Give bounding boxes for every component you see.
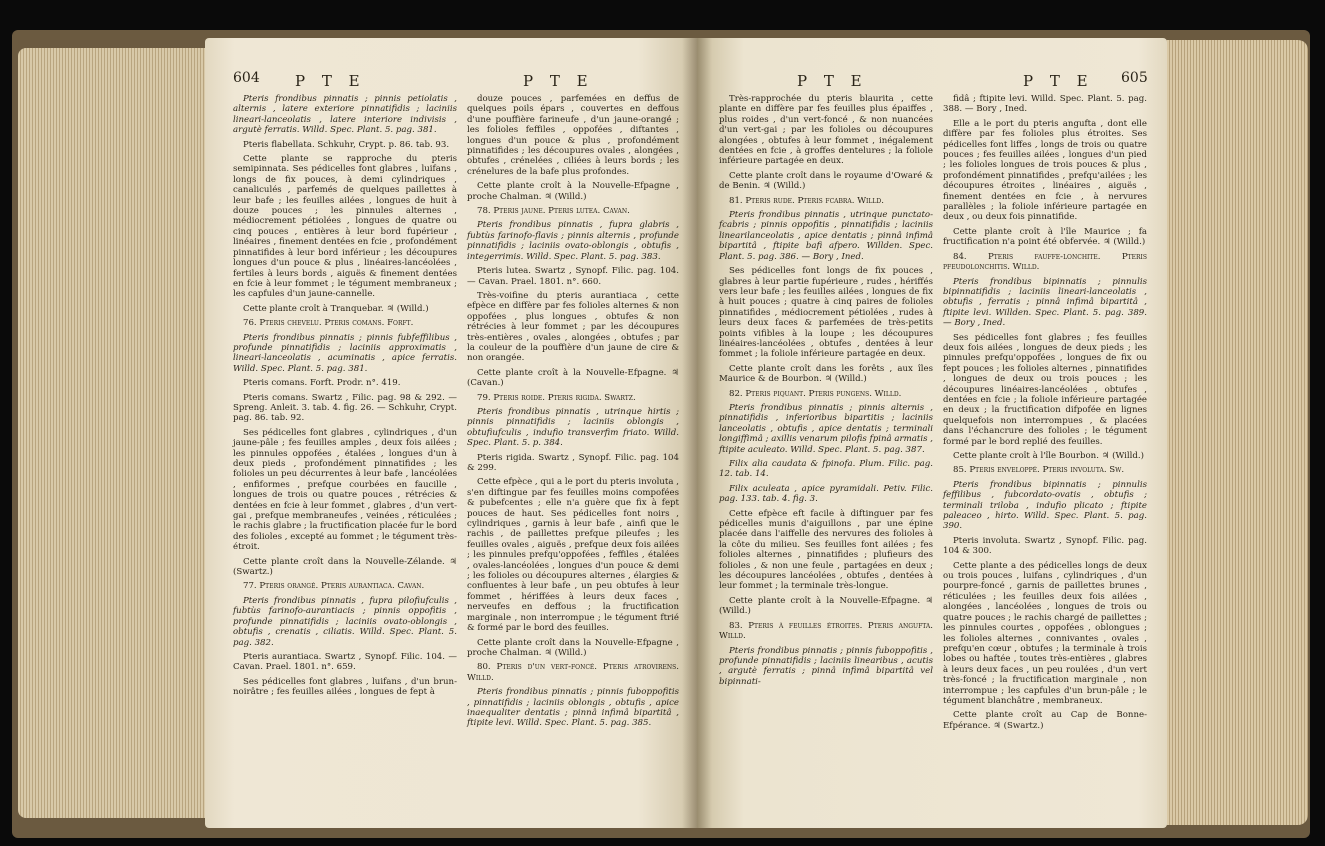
left-column-2 <box>467 94 679 733</box>
left-running-head-2: P T E <box>523 72 594 90</box>
paragraph: 84. Pteris fauffe-lonchite. Pteris pfeudolonchitis. Willd. <box>943 251 1147 273</box>
paragraph: Pteris aurantiaca. Swartz , Synopf. Filic. 104. — Cavan. Prael. 1801. n°. 659. <box>233 651 457 673</box>
paragraph: Pteris frondibus pinnatis , utrinque punctato-fcabris ; pinnis oppofitis , pinnatifidis ; laciniis linearilanceolatis , apice dentatis ; pinnâ infimâ bipartitâ , ftipite bafi afpero. Willden. Spec. Plant. 5. pag. 386. — Bory , Ined. <box>719 210 933 262</box>
paragraph: 82. Pteris piquant. Pteris pungens. Willd. <box>729 388 902 399</box>
paragraph: 83. Pteris à feuilles étroites. Pteris angufta. Willd. <box>719 620 933 642</box>
right-running-head-1: P T E <box>797 72 868 90</box>
paragraph: Pteris frondibus pinnatis ; pinnis petiolatis , alternis , latere exteriore pinnatifidis ; laciniis lineari-lanceolatis , latere interiore indivisis , argutè ferratis. Willd. Spec. Plant. 5. pag. 381. <box>233 94 457 136</box>
paragraph: Pteris comans. Forft. Prodr. n°. 419. <box>243 378 401 389</box>
paragraph: Pteris frondibus pinnatis , utrinque hirtis ; pinnis pinnatifidis ; laciniis oblongis , obtufiufculis , indufio transverfim friato. Willd. Spec. Plant. 5. p. 384. <box>467 406 679 449</box>
paragraph: Cette plante a des pédicelles longs de deux ou trois pouces , luifans , cylindriques , d'un pourpre-foncé , garnis de paillettes brunes , réticulées ; les feuilles deux fois ailées , alongées , lancéolées , longues de trois ou quatre pouces ; le rachis chargé de paillettes ; les pinnules courtes , oppofées , oblongues ; les folioles alternes , connivantes , ovales , prefqu'en cœur , obtufes ; la terminale à trois lobes ou haftée , toutes très-entières , glabres à leurs deux faces , un peu roulées , d'un vert très-foncé ; la fructification marginale , non interrompue ; les capfules d'un brun-pâle ; le tégument blanchâtre , membraneux. <box>943 560 1147 706</box>
paragraph: Cette plante croît à Tranquebar. ♃ (Willd.) <box>243 303 429 314</box>
right-column-1 <box>719 94 933 691</box>
paragraph: Filix alia caudata & fpinofa. Plum. Filic. pag. 12. tab. 14. <box>719 459 933 480</box>
left-page <box>205 38 697 828</box>
paragraph: Cette plante croît au Cap de Bonne-Efpérance. ♃ (Swartz.) <box>943 710 1147 731</box>
paragraph: douze pouces , parfemées en deffus de quelques poils épars , couvertes en deffous d'une pouffière farineufe , d'un jaune-orangé ; les folioles feffiles , oppofées , diftantes , longues d'un pouce & plus , profondément pinnatifides ; les découpures ovales , alongées , obtufes , crénelées , ciliées à leurs bords ; les crénelures de la bafe plus profondes. <box>467 94 679 177</box>
paragraph: Ses pédicelles font glabres , luifans , d'un brun-noirâtre ; fes feuilles ailées , longues de fept à <box>233 676 457 698</box>
paragraph: Ses pédicelles font longs de fix pouces , glabres à leur partie fupérieure , rudes , hériffés vers leur bafe ; les feuilles ailées , longues de fix à huit pouces ; quatre à cinq paires de folioles pinnatifides , médiocrement pétiolées , rudes à leurs deux faces & parfemées de très-petits points vifibles à la loupe ; les découpures linéaires-lancéolées , obtufes , dentées à leur fommet ; la foliole inférieure partagée en deux. <box>719 266 933 360</box>
paragraph: 78. Pteris jaune. Pteris lutea. Cavan. <box>477 206 630 217</box>
paragraph: Très-rapprochée du pteris blaurita , cette plante en diffère par fes feuilles plus épaiffes , plus roides , d'un vert-foncé , & non nuancées d'un vert-gai ; par les folioles ou découpures alongées , obtufes à leur fommet , inégalement dentées en fcie , à groffes dentelures ; la foliole inférieure partagée en deux. <box>719 94 933 167</box>
paragraph: Pteris involuta. Swartz , Synopf. Filic. pag. 104 & 300. <box>943 535 1147 557</box>
paragraph: 76. Pteris chevelu. Pteris comans. Forft. <box>243 318 414 329</box>
paragraph: Elle a le port du pteris angufta , dont elle diffère par fes folioles plus étroites. Ses pédicelles font liffes , longs de trois ou quatre pouces ; fes feuilles ailées , longues d'un pied ; les folioles longues de trois pouces & plus , profondément pinnatifides , prefqu'ailées ; les découpures étroites , linéaires , aiguës , finement dentées en fcie , à nervures parallèles ; la foliole inférieure partagée en deux , ou deux fois pinnatifide. <box>943 118 1147 223</box>
paragraph: Pteris frondibus pinnatis ; pinnis alternis , pinnatifidis , inferioribus bipartitis ; laciniis lanceolatis , obtufis , apice dentatis ; terminali longiffimâ ; axillis venarum pilofis fpinâ armatis , ftipite aculeato. Willd. Spec. Plant. 5. pag. 387. <box>719 402 933 455</box>
paragraph: Cette plante croît à l'île Maurice ; fa fructification n'a point été obfervée. ♃ (Willd.) <box>943 226 1147 248</box>
right-page-edges <box>1160 40 1308 825</box>
paragraph: Pteris flabellata. Schkuhr, Crypt. p. 86. tab. 93. <box>243 139 450 150</box>
paragraph: Cette plante croît à la Nouvelle-Efpagne. ♃ (Willd.) <box>719 595 933 617</box>
paragraph: Cette plante croît dans la Nouvelle-Efpagne , proche Chalman. ♃ (Willd.) <box>467 637 679 658</box>
paragraph: Cette plante croît à la Nouvelle-Efpagne. ♃ (Cavan.) <box>467 367 679 389</box>
paragraph: 79. Pteris roide. Pteris rigida. Swartz. <box>477 392 636 403</box>
left-running-head-1: P T E <box>295 72 366 90</box>
paragraph: 77. Pteris orangé. Pteris aurantiaca. Cavan. <box>243 581 425 592</box>
paragraph: Pteris lutea. Swartz , Synopf. Filic. pag. 104. — Cavan. Prael. 1801. n°. 660. <box>467 266 679 287</box>
right-page-number: 605 <box>1121 70 1148 86</box>
paragraph: Pteris frondibus pinnatis ; pinnis fubfeffilibus , profunde pinnatifidis ; laciniis approximatis , lineari-lanceolatis , acuminatis , apice ferratis. Willd. Spec. Plant. 5. pag. 381. <box>233 332 457 374</box>
paragraph: Pteris frondibus pinnatis ; pinnis fuboppofitis , pinnatifidis ; laciniis oblongis , obtufis , apice inaequaliter dentatis ; pinnâ infimâ bipartitâ , ftipite levi. Willd. Spec. Plant. 5. pag. 385. <box>467 687 679 729</box>
book-gutter <box>682 38 712 828</box>
paragraph: Cette plante croît dans le royaume d'Owaré & de Benin. ♃ (Willd.) <box>719 170 933 192</box>
right-page <box>697 38 1167 828</box>
right-running-head-2: P T E <box>1023 72 1094 90</box>
right-column-2 <box>943 94 1147 735</box>
paragraph: Pteris frondibus pinnatis ; pinnis fuboppofitis , profunde pinnatifidis ; laciniis linearibus , acutis , argutè ferratis ; pinnâ infimâ bipartitâ vel bipinnati- <box>719 645 933 687</box>
paragraph: 80. Pteris d'un vert-foncé. Pteris atrovirens. Willd. <box>467 662 679 683</box>
left-page-number: 604 <box>233 70 260 86</box>
paragraph: Ses pédicelles font glabres , cylindriques , d'un jaune-pâle ; fes feuilles amples , deux fois ailées ; les pinnules oppofées , étalées , longues d'un à deux pieds , profondément pinnatifides ; les folioles un peu décurrentes à leur bafe , lancéolées , enfiformes , prefque courbées en faucille , longues de trois ou quatre pouces , rétrécies & dentées en fcie à leur fommet , glabres , d'un vert-gai , prefque membraneufes , veinées , réticulées ; le rachis glabre ; la fructification placée fur le bord des folioles , excepté au fommet ; le tégument très-étroit. <box>233 427 457 553</box>
paragraph: Cette efpèce , qui a le port du pteris involuta , s'en diftingue par fes feuilles moins compofées & pubefcentes ; elle n'a guère que fix à fept pouces de haut. Ses pédicelles font noirs , cylindriques , garnis à leur bafe , ainfi que le rachis , de paillettes prefque pileufes ; les feuilles ovales , aiguës , prefque deux fois ailées ; les pinnules prefqu'oppofées , feffiles , étalées , ovales-lancéolées , longues d'un pouce & demi ; les folioles ou découpures alternes , élargies & confluentes à leur bafe , un peu obtufes à leur fommet , hériffées à leurs deux faces , nerveufes en deffous ; la fructification marginale , non interrompue ; le tégument ftrié & formé par le bord des feuilles. <box>467 477 679 634</box>
paragraph: Pteris frondibus bipinnatis ; pinnulis bipinnatifidis ; laciniis lineari-lanceolatis , obtufis , ferratis ; pinnâ infimâ bipartitâ , ftipite levi. Willden. Spec. Plant. 5. pag. 389. — Bory , Ined. <box>943 276 1147 329</box>
paragraph: Cette plante croît dans la Nouvelle-Zélande. ♃ (Swartz.) <box>233 556 457 578</box>
paragraph: Cette plante croît dans les forêts , aux îles Maurice & de Bourbon. ♃ (Willd.) <box>719 363 933 385</box>
paragraph: Cette plante croît à l'île Bourbon. ♃ (Willd.) <box>953 451 1144 461</box>
paragraph: Pteris frondibus pinnatis , fupra pilofiufculis , fubtùs farinofo-aurantiacis ; pinnis oppofitis , profunde pinnatifidis ; laciniis ovato-oblongis , obtufis , crenatis , ciliatis. Willd. Spec. Plant. 5. pag. 382. <box>233 595 457 648</box>
paragraph: Pteris frondibus pinnatis , fupra glabris , fubtùs farinofo-flavis ; pinnis alternis , profunde pinnatifidis ; laciniis ovato-oblongis , obtufis , integerrimis. Willd. Spec. Plant. 5. pag. 383. <box>467 220 679 262</box>
paragraph: Pteris rigida. Swartz , Synopf. Filic. pag. 104 & 299. <box>467 452 679 473</box>
left-column-1 <box>233 94 457 702</box>
paragraph: Ses pédicelles font glabres ; fes feuilles deux fois ailées , longues de deux pieds ; les pinnules prefqu'oppofées , longues de fix ou fept pouces ; les folioles alternes , pinnatifides , longues de deux ou trois pouces ; les découpures linéaires-lancéolées , obtufes , dentées en fcie ; la foliole inférieure partagée en deux ; la fructification difpofée en lignes quelquefois non interrompues , & placées dans l'échancrure des folioles ; le tégument formé par le bord replié des feuilles. <box>943 332 1147 447</box>
paragraph: 81. Pteris rude. Pteris fcabra. Willd. <box>729 195 884 206</box>
paragraph: Très-voifine du pteris aurantiaca , cette efpèce en diffère par fes folioles alternes & non oppofées , plus longues , obtufes & non rétrécies à leur fommet ; par les découpures très-entières , ovales , alongées , obtufes ; par la couleur de la pouffière d'un jaune de cire & non orangée. <box>467 290 679 364</box>
paragraph: Cette efpèce eft facile à diftinguer par fes pédicelles munis d'aiguillons , par une épine placée dans l'aiffelle des nervures des folioles à la côte du milieu. Ses feuilles font ailées ; fes folioles alternes , pinnatifides ; plufieurs des folioles , & non une feule , partagées en deux ; les découpures lancéolées , obtufes , dentées à leur fommet ; la terminale très-longue. <box>719 508 933 592</box>
paragraph: Cette plante se rapproche du pteris semipinnata. Ses pédicelles font glabres , luifans , longs de fix pouces, à demi cylindriques , canaliculés , parfemés de quelques paillettes à leur bafe ; les feuilles ailées , longues de huit à douze pouces ; les pinnules alternes , médiocrement pétiolées , longues de quatre ou cinq pouces , entières à leur bord fupérieur , linéaires , finement dentées en fcie , profondément pinnatifides à leur bord inférieur ; les découpures longues d'un pouce & plus , linéaires-lancéolées , fertiles à leurs bords , aiguës & finement dentées en fcie à leur fommet ; le tégument membraneux ; les capfules d'un jaune-cannelle. <box>233 154 457 300</box>
left-page-edges <box>18 48 228 818</box>
paragraph: Filix aculeata , apice pyramidali. Petiv. Filic. pag. 133. tab. 4. fig. 3. <box>719 483 933 505</box>
paragraph: Pteris comans. Swartz , Filic. pag. 98 & 292. — Spreng. Anleit. 3. tab. 4. fig. 26. — Schkuhr, Crypt. pag. 86. tab. 92. <box>233 392 457 424</box>
paragraph: Cette plante croît à la Nouvelle-Efpagne , proche Chalman. ♃ (Willd.) <box>467 181 679 202</box>
paragraph: 85. Pteris enveloppé. Pteris involuta. Sw. <box>953 465 1125 476</box>
paragraph: fidâ ; ftipite levi. Willd. Spec. Plant. 5. pag. 388. — Bory , Ined. <box>943 94 1147 115</box>
paragraph: Pteris frondibus bipinnatis ; pinnulis feffilibus , fubcordato-ovatis , obtufis ; terminali triloba , indufio plicato ; ftipite paleaceo , hirto. Willd. Spec. Plant. 5. pag. 390. <box>943 479 1147 532</box>
